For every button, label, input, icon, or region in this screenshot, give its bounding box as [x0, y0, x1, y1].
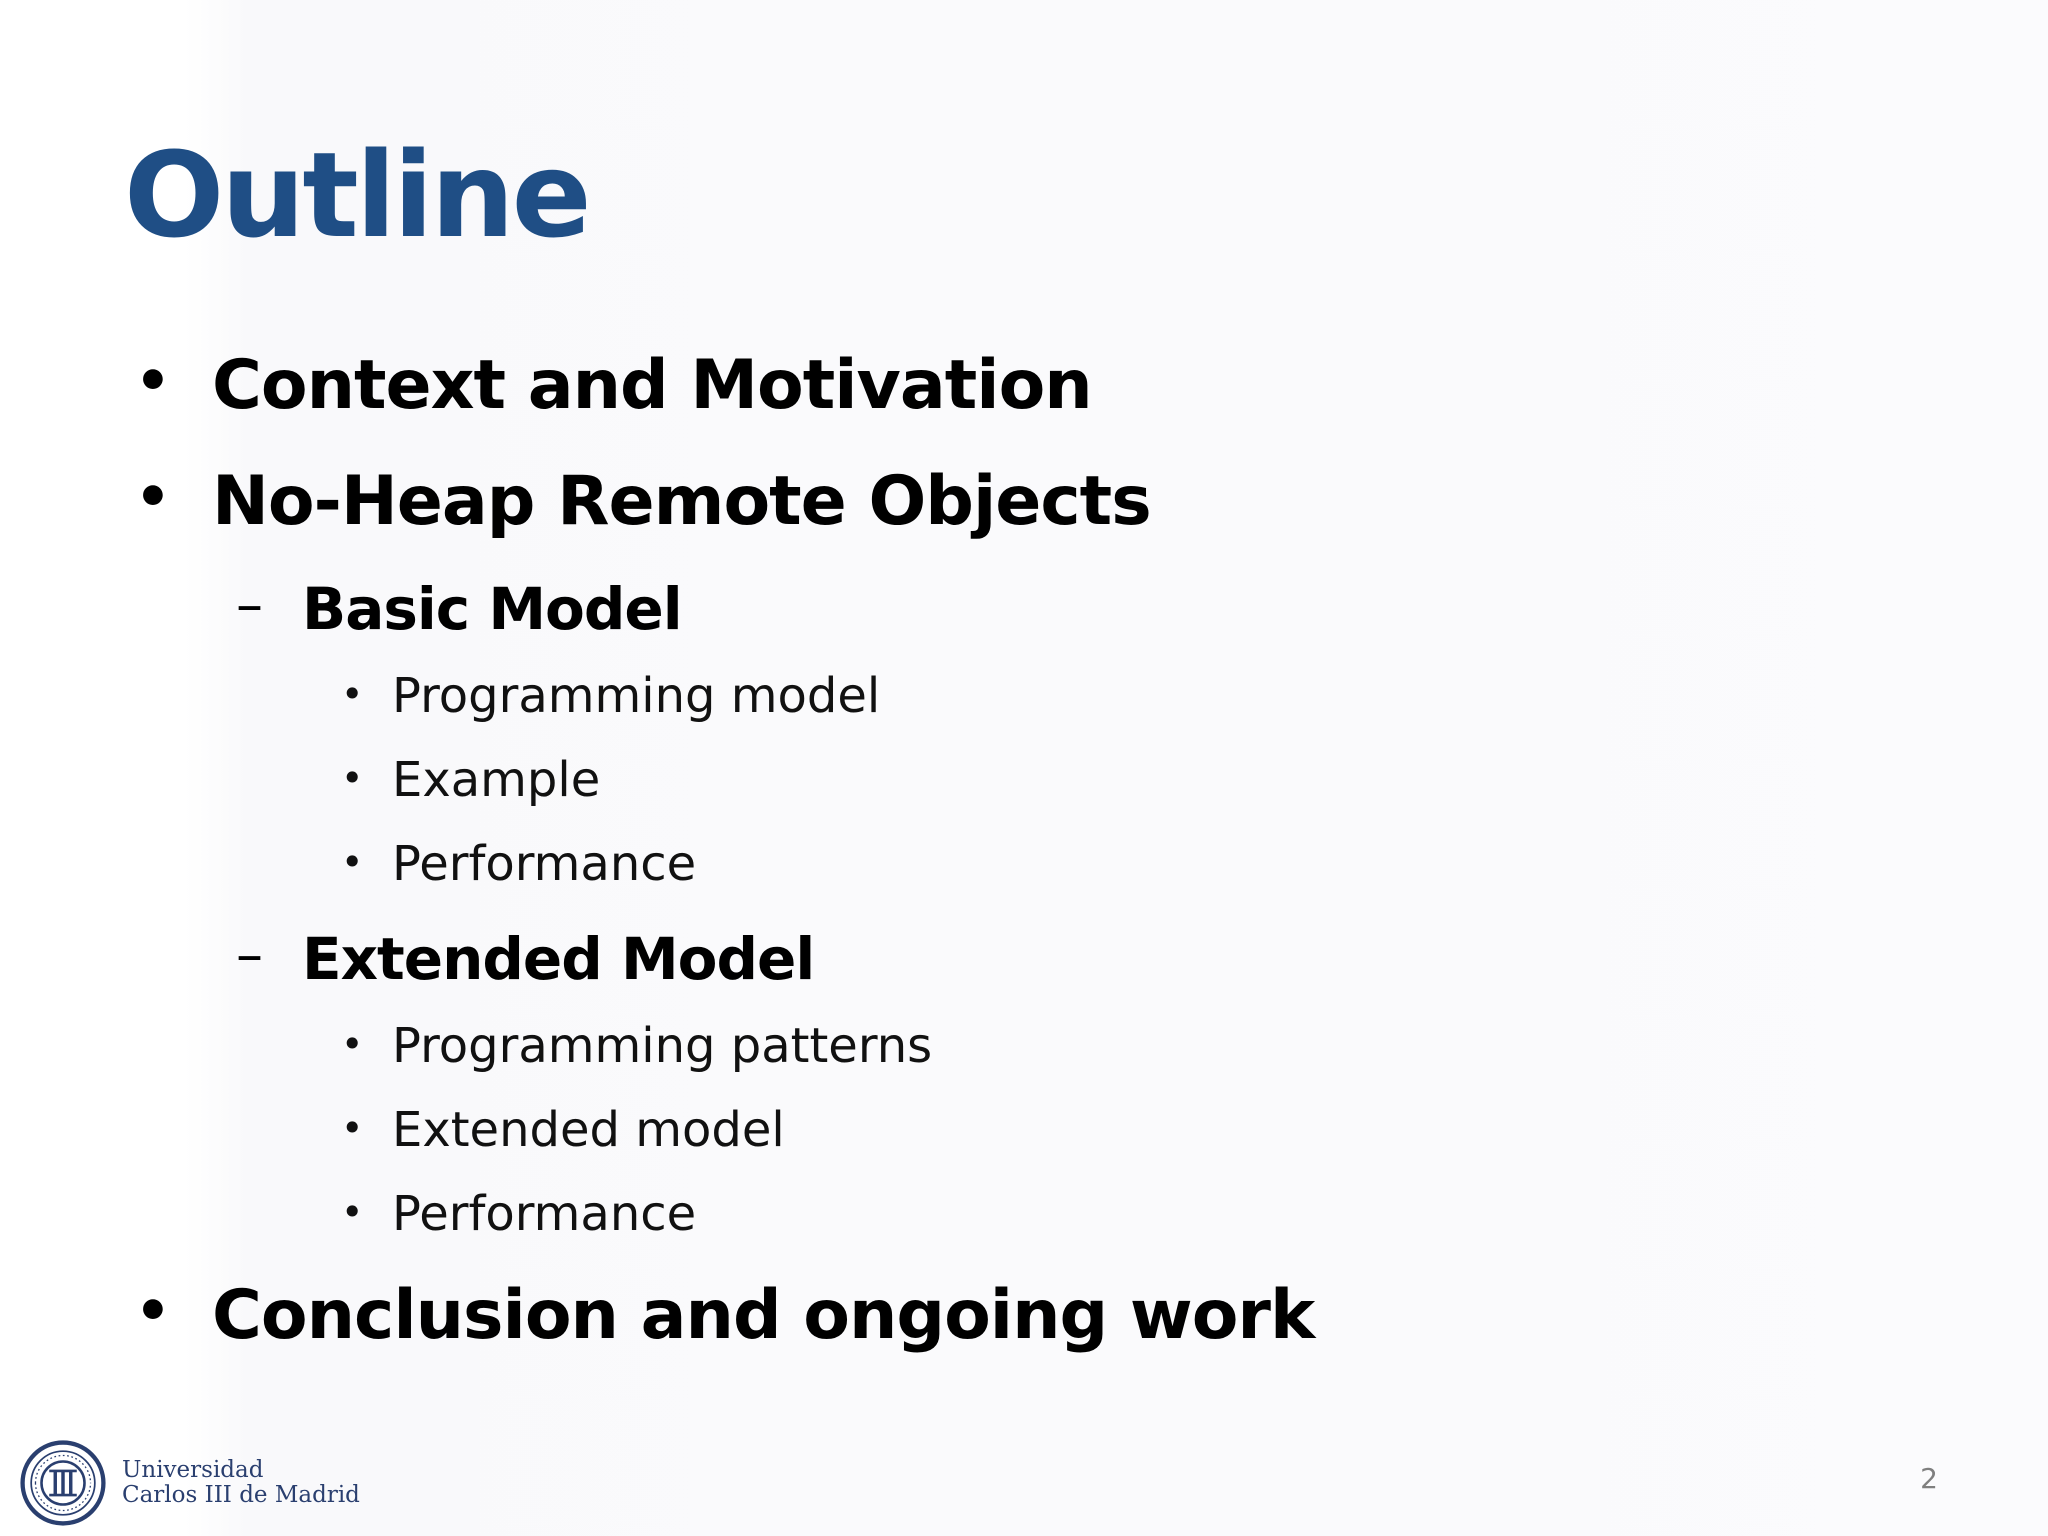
dash-icon: –: [236, 923, 262, 986]
outline-item-level-2: [236, 923, 815, 993]
bullet-icon: •: [341, 756, 364, 800]
outline-item-text: Example: [392, 752, 601, 808]
outline-item-text: Extended Model: [302, 925, 815, 993]
outline-item-text: Performance: [392, 1186, 697, 1242]
bullet-icon: •: [341, 1022, 364, 1066]
outline-item-text: Programming model: [392, 668, 881, 724]
bullet-icon: •: [341, 672, 364, 716]
outline-item-text: Context and Motivation: [212, 346, 1092, 425]
bullet-icon: •: [341, 1190, 364, 1234]
outline-item-text: Programming patterns: [392, 1018, 933, 1074]
bullet-icon: •: [341, 840, 364, 884]
slide-title: Outline: [124, 126, 589, 264]
outline-item-level-3: [341, 668, 881, 724]
page-number: 2: [1920, 1462, 1938, 1495]
bullet-icon: •: [135, 349, 170, 414]
outline-item-text: No-Heap Remote Objects: [212, 462, 1151, 541]
bullet-icon: •: [135, 465, 170, 530]
outline-item-level-3: [341, 836, 697, 892]
outline-item-text: Extended model: [392, 1102, 785, 1158]
university-name-line-2: Carlos III de Madrid: [122, 1482, 360, 1508]
bullet-icon: •: [341, 1106, 364, 1150]
outline-item-level-3: [341, 752, 601, 808]
outline-item-text: Conclusion and ongoing work: [212, 1276, 1315, 1355]
outline-item-text: Performance: [392, 836, 697, 892]
university-logo: [20, 1440, 360, 1526]
university-name-line-1: Universidad: [122, 1457, 264, 1483]
bullet-icon: •: [135, 1279, 170, 1344]
university-seal-icon: [20, 1440, 106, 1526]
outline-item-level-1: [135, 1276, 1315, 1355]
outline-item-level-3: [341, 1018, 933, 1074]
dash-icon: –: [236, 573, 262, 636]
outline-item-level-3: [341, 1186, 697, 1242]
outline-item-text: Basic Model: [302, 575, 682, 643]
university-name: [122, 1458, 360, 1508]
outline-item-level-1: [135, 462, 1151, 541]
outline-item-level-2: [236, 573, 682, 643]
outline-item-level-1: [135, 346, 1092, 425]
outline-item-level-3: [341, 1102, 785, 1158]
